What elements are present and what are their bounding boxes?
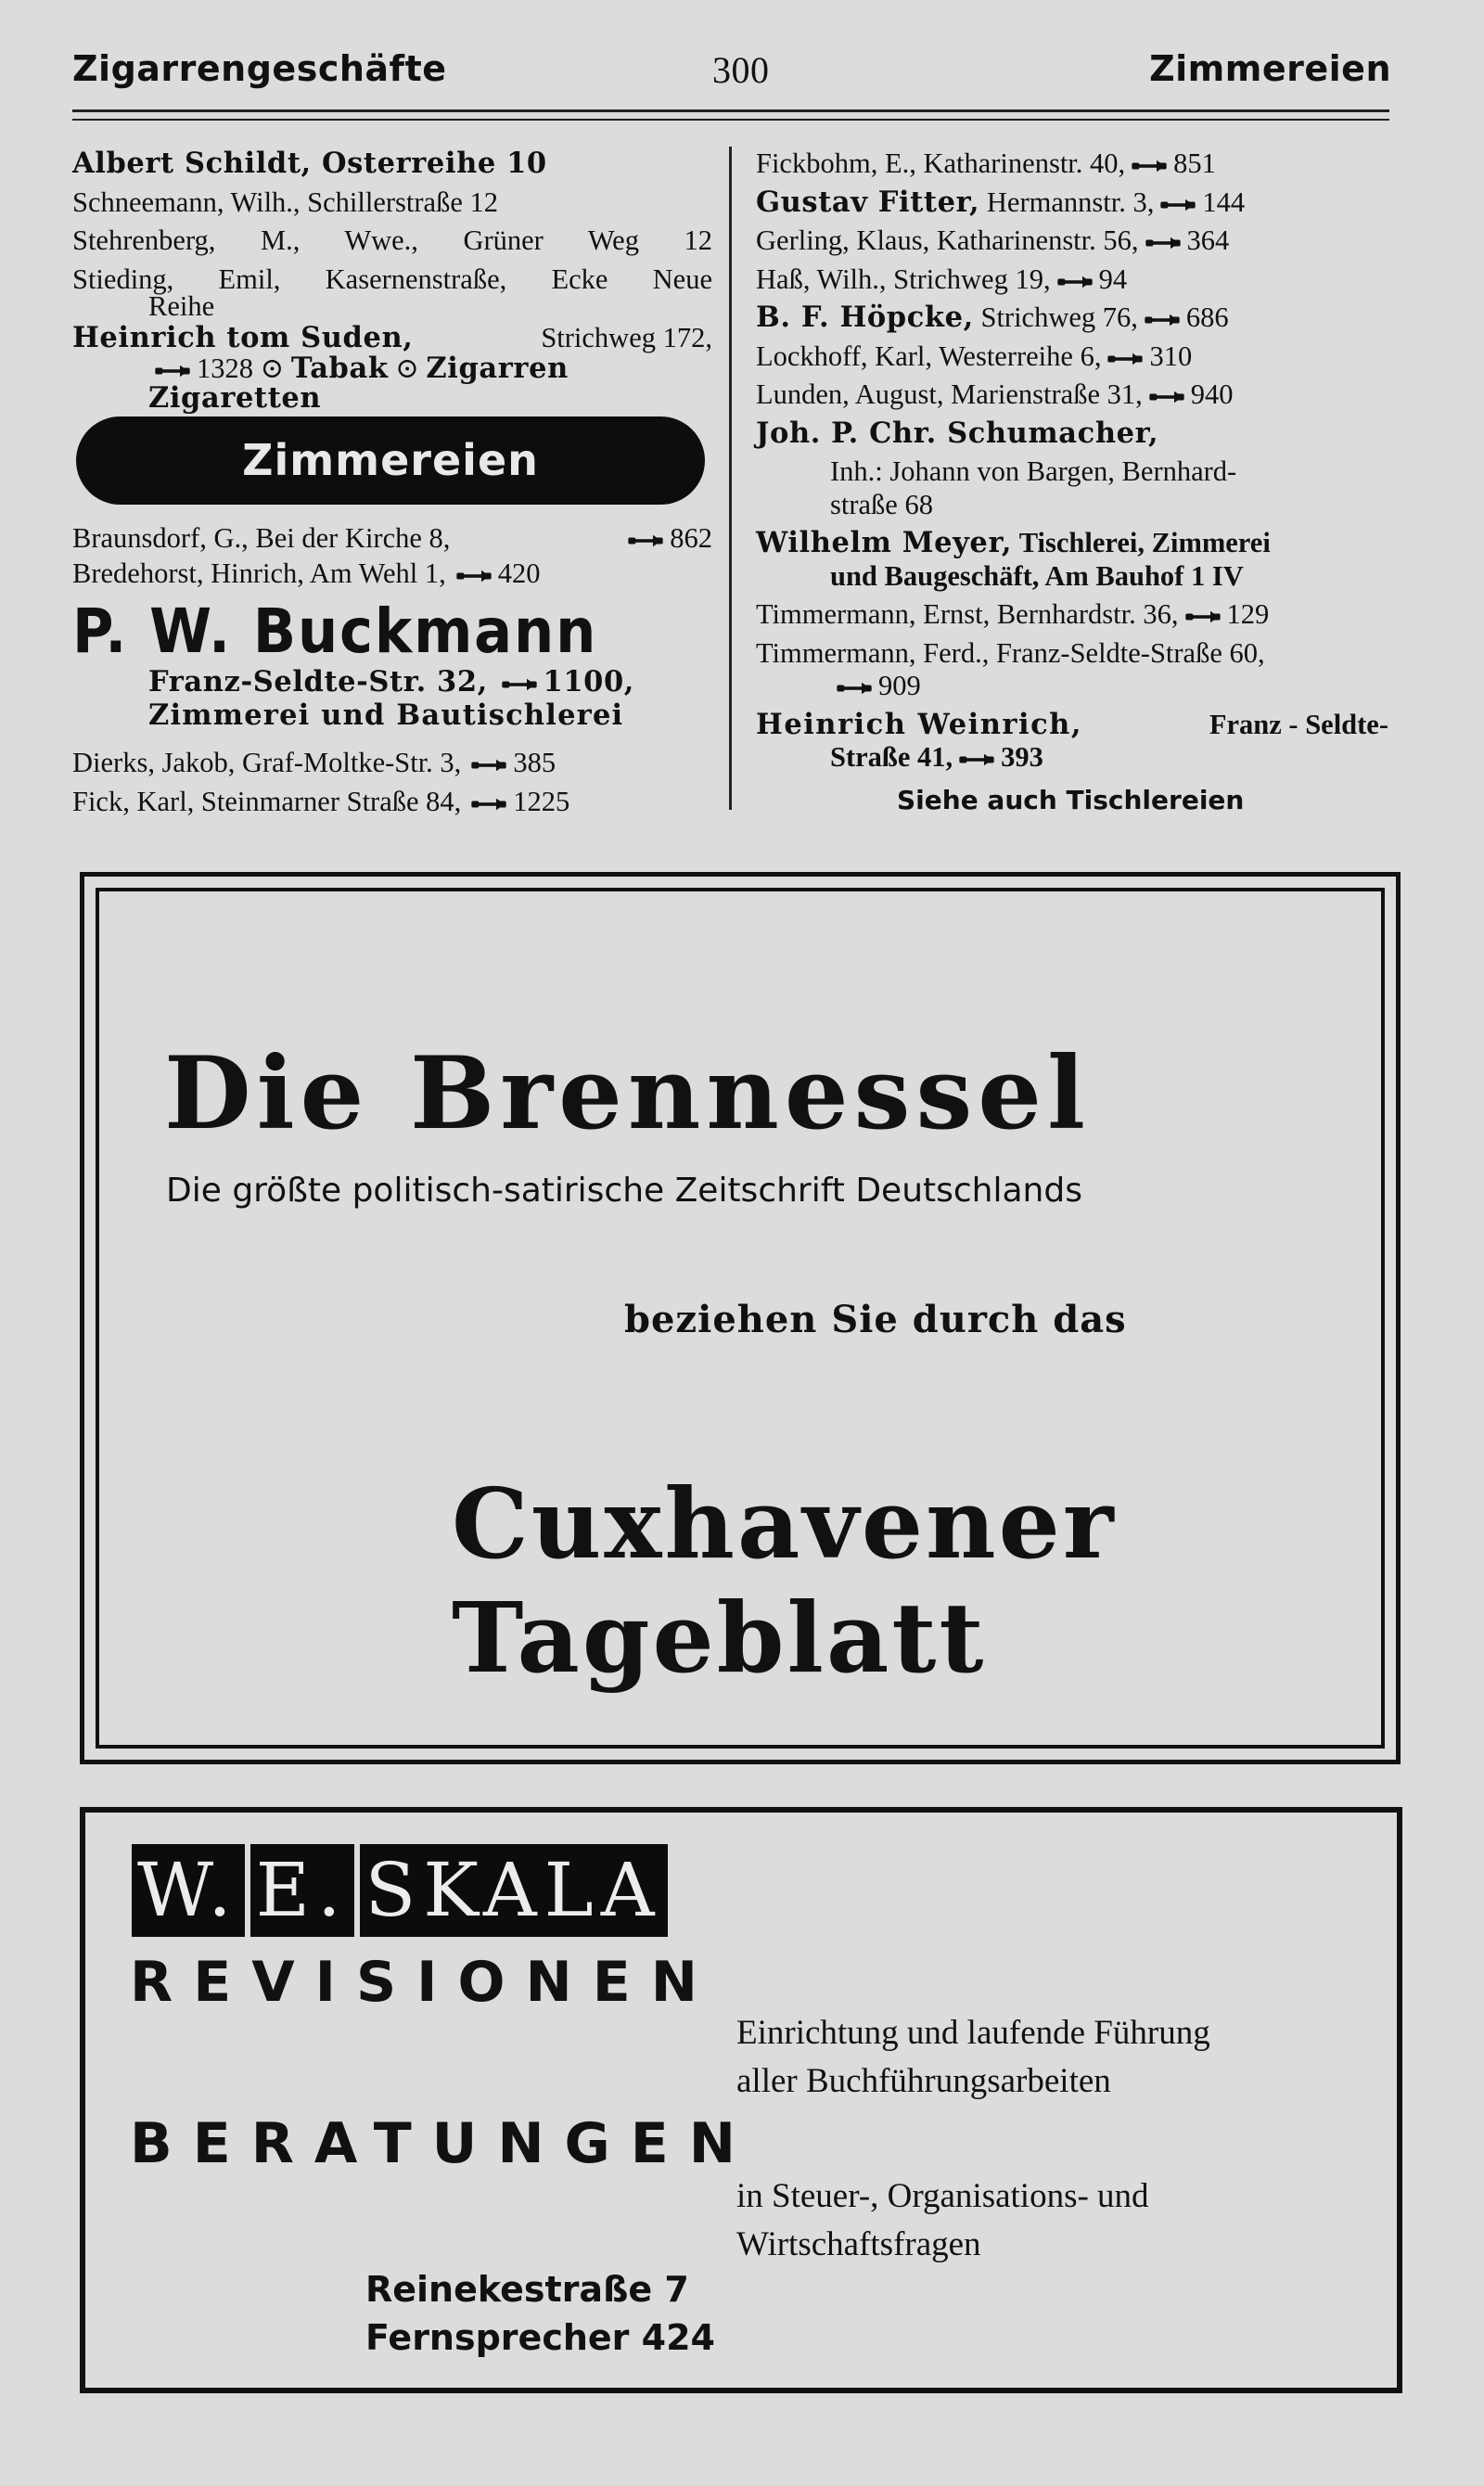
skala-logo-box: E. (250, 1844, 354, 1937)
brennessel-via: beziehen Sie durch das (624, 1298, 1127, 1341)
list-item: Wilhelm Meyer, Tischlerei, Zimmerei (756, 526, 1271, 559)
telephone-receiver-icon (1144, 236, 1183, 250)
skala-phone: Fernsprecher 424 (365, 2317, 715, 2358)
skala-logo-box: SKALA (360, 1844, 668, 1937)
list-item: Schneemann, Wilh., Schillerstraße 12 (72, 186, 498, 218)
list-item: Dierks, Jakob, Graf-Moltke-Str. 3, 385 (72, 747, 556, 778)
header-rule-top (72, 109, 1389, 112)
telephone-receiver-icon (1055, 275, 1094, 289)
telephone-receiver-icon (469, 758, 508, 773)
circle-dot-icon: ⊙ (395, 352, 419, 384)
list-item: und Baugeschäft, Am Bauhof 1 IV (830, 559, 1244, 592)
header-rule-bottom (72, 119, 1389, 121)
list-item: Albert Schildt, Osterreihe 10 (72, 147, 547, 180)
list-item: Stieding, Emil, Kasernenstraße, Ecke Neue (72, 263, 712, 295)
brennessel-inner-frame (96, 888, 1385, 1749)
left-column-lower (72, 519, 712, 821)
list-item: Franz-Seldte-Str. 32, 1100, (148, 665, 635, 698)
list-item: Gerling, Klaus, Katharinenstr. 56, 364 (756, 224, 1230, 256)
list-item: Timmermann, Ernst, Bernhardstr. 36, 129 (756, 598, 1270, 630)
list-item: Zimmerei und Bautischlerei (148, 698, 624, 732)
telephone-receiver-icon (1183, 609, 1222, 624)
right-column (756, 145, 1405, 819)
list-item-heinrich: Heinrich tom Suden, Strichweg 172, (72, 320, 712, 354)
telephone-receiver-icon (1143, 313, 1182, 327)
brennessel-advertisement (80, 872, 1401, 1764)
telephone-receiver-icon (1158, 198, 1197, 212)
header-left-title: Zigarrengeschäfte (72, 48, 447, 89)
skala-desc1-line1: Einrichtung und laufende Führung (736, 2014, 1210, 2052)
list-item: Gustav Fitter, Hermannstr. 3, 144 (756, 185, 1246, 219)
telephone-receiver-icon (500, 677, 539, 692)
list-item: Fickbohm, E., Katharinenstr. 40, 851 (756, 147, 1216, 179)
brennessel-paper: Cuxhavener Tageblatt (452, 1467, 1117, 1695)
list-item: Timmermann, Ferd., Franz-Seldte-Straße 60, (756, 636, 1265, 669)
list-item: B. F. Höpcke, Strichweg 76, 686 (756, 301, 1229, 334)
skala-revisionen: REVISIONEN (130, 1950, 718, 2015)
telephone-receiver-icon (153, 364, 192, 378)
list-item: Zigaretten (148, 380, 322, 415)
list-item: Heinrich Weinrich, Franz - Seldte- (756, 707, 1388, 741)
list-item: Haß, Wilh., Strichweg 19, 94 (756, 263, 1128, 295)
list-item: Reihe (148, 290, 215, 322)
section-title-pill: Zimmereien (76, 416, 705, 505)
see-also-note: Siehe auch Tischlereien (897, 784, 1245, 815)
list-item: Braunsdorf, G., Bei der Kirche 8, 862 (72, 522, 712, 554)
skala-desc2-line2: Wirtschaftsfragen (736, 2225, 981, 2263)
telephone-receiver-icon (469, 797, 508, 812)
telephone-receiver-icon (454, 569, 493, 583)
skala-address: Reinekestraße 7 (365, 2269, 689, 2310)
skala-logo-box: W. (132, 1844, 245, 1937)
skala-logo (132, 1844, 668, 1937)
telephone-receiver-icon (1130, 159, 1169, 173)
list-item: Lockhoff, Karl, Westerreihe 6, 310 (756, 340, 1193, 372)
list-item: Lunden, August, Marienstraße 31, 940 (756, 378, 1234, 410)
list-item: Stehrenberg, M., Wwe., Grüner Weg 12 (72, 224, 712, 256)
list-item-heinrich-details: 1328 ⊙ Tabak ⊙ Zigarren (72, 350, 712, 389)
list-item: 909 (756, 667, 1405, 706)
page-number: 300 (712, 49, 770, 91)
telephone-receiver-icon (1147, 390, 1186, 404)
circle-dot-icon: ⊙ (260, 352, 285, 384)
skala-advertisement (80, 1807, 1402, 2393)
telephone-receiver-icon (835, 681, 874, 696)
telephone-receiver-icon (957, 752, 996, 767)
brennessel-title: Die Brennessel (164, 1035, 1091, 1152)
list-item: Fick, Karl, Steinmarner Straße 84, 1225 (72, 785, 570, 817)
telephone-receiver-icon (1106, 352, 1145, 366)
list-item: straße 68 (830, 488, 933, 520)
list-item: Bredehorst, Hinrich, Am Wehl 1, 420 (72, 557, 541, 589)
list-item: Inh.: Johann von Bargen, Bernhard- (830, 455, 1237, 487)
column-divider (729, 147, 732, 810)
header-right-title: Zimmereien (1149, 48, 1391, 89)
left-column (72, 145, 712, 417)
telephone-receiver-icon (626, 533, 665, 548)
brennessel-subtitle: Die größte politisch-satirische Zeitschrift Deutschlands (166, 1172, 1082, 1210)
list-item: Joh. P. Chr. Schumacher, (756, 416, 1159, 450)
skala-desc2-line1: in Steuer-, Organisations- und (736, 2177, 1149, 2215)
buckmann-name: P. W. Buckmann (72, 596, 598, 667)
list-item: Straße 41, 393 (830, 741, 1043, 773)
skala-desc1-line2: aller Buchführungsarbeiten (736, 2062, 1111, 2100)
skala-beratungen: BERATUNGEN (130, 2111, 757, 2176)
